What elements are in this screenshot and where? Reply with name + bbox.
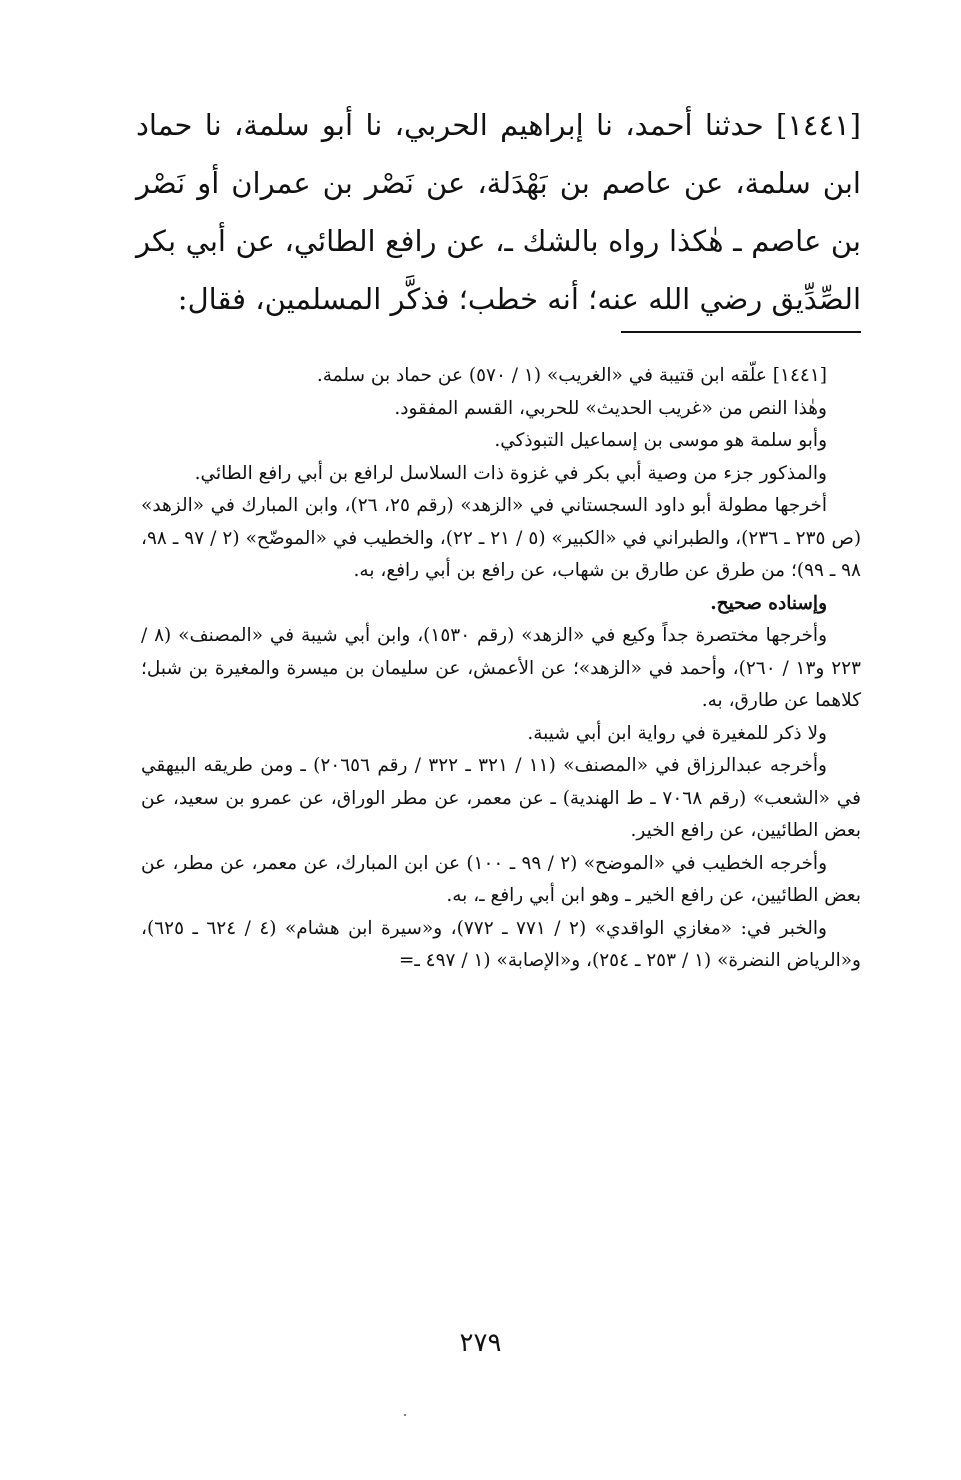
footnote-paragraph: والمذكور جزء من وصية أبي بكر في غزوة ذات السلاسل لرافع بن أبي رافع الطائي. — [194, 462, 827, 484]
footnote-divider — [621, 331, 861, 333]
isnad-verdict: وإسناده صحيح. — [710, 592, 827, 614]
footnote-paragraph: والخبر في: «مغازي الواقدي» (٢ / ٧٧١ ـ ٧٧٢)، و«سيرة ابن هشام» (٤ / ٦٢٤ ـ ٦٢٥)، و«الرياض النضرة» (١ / ٢٥٣ ـ ٢٥٤)، و«الإصابة» (١ / ٤٩٧ ـ= — [141, 917, 861, 971]
footnote-paragraph: وأخرجها مختصرة جداً وكيع في «الزهد» (رقم ١٥٣٠)، وابن أبي شيبة في «المصنف» (٨ / ٢٢٣ و١٣ / ٢٦٠)، وأحمد في «الزهد»؛ عن الأعمش، عن سليمان بن ميسرة والمغيرة بن شبل؛ كلاهما عن طارق، به. — [141, 625, 861, 711]
hadith-paragraph: [١٤٤١] حدثنا أحمد، نا إبراهيم الحربي، نا أبو سلمة، نا حماد ابن سلمة، عن عاصم بن بَهْدَلة، عن نَصْر بن عمران أو نَصْر بن عاصم ـ هٰكذا رواه بالشك ـ، عن رافع الطائي، عن أبي بكر الصِّدِّيق رضي الله عنه؛ أنه خطب؛ فذكَّر المسلمين، فقال: — [136, 108, 861, 316]
page-number: ٢٧٩ — [459, 1328, 502, 1358]
footnotes-block — [141, 360, 861, 978]
footnote-paragraph: أخرجها مطولة أبو داود السجستاني في «الزهد» (رقم ٢٥، ٢٦)، وابن المبارك في «الزهد» (ص ٢٣٥ ـ ٢٣٦)، والطبراني في «الكبير» (٥ / ٢١ ـ ٢٢)، والخطيب في «الموضّح» (٢ / ٩٧ ـ ٩٨، ٩٨ ـ ٩٩)؛ من طرق عن طارق بن شهاب، عن رافع بن أبي رافع، به. — [141, 495, 862, 581]
footnote-paragraph: [١٤٤١] علّقه ابن قتيبة في «الغريب» (١ / ٥٧٠) عن حماد بن سلمة. — [316, 365, 827, 386]
footnote-paragraph: وهٰذا النص من «غريب الحديث» للحربي، القسم المفقود. — [394, 397, 827, 419]
footnote-paragraph: ولا ذكر للمغيرة في رواية ابن أبي شيبة. — [527, 722, 827, 744]
footnote-paragraph: وأبو سلمة هو موسى بن إسماعيل التبوذكي. — [494, 430, 827, 451]
footnote-paragraph: وأخرجه الخطيب في «الموضح» (٢ / ٩٩ ـ ١٠٠) عن ابن المبارك، عن معمر، عن مطر، عن بعض الطائيين، عن رافع الخير ـ وهو ابن أبي رافع ـ، به. — [141, 852, 861, 906]
footnote-paragraph: وأخرجه عبدالرزاق في «المصنف» (١١ / ٣٢١ ـ ٣٢٢ / رقم ٢٠٦٥٦) ـ ومن طريقه البيهقي في «الشعب» (رقم ٧٠٦٨ ـ ط الهندية) ـ عن معمر، عن مطر الوراق، عن عمرو بن سعيد، عن بعض الطائيين، عن رافع الخير. — [141, 755, 861, 841]
main-text-block — [136, 96, 861, 328]
scan-speck — [404, 1414, 406, 1416]
